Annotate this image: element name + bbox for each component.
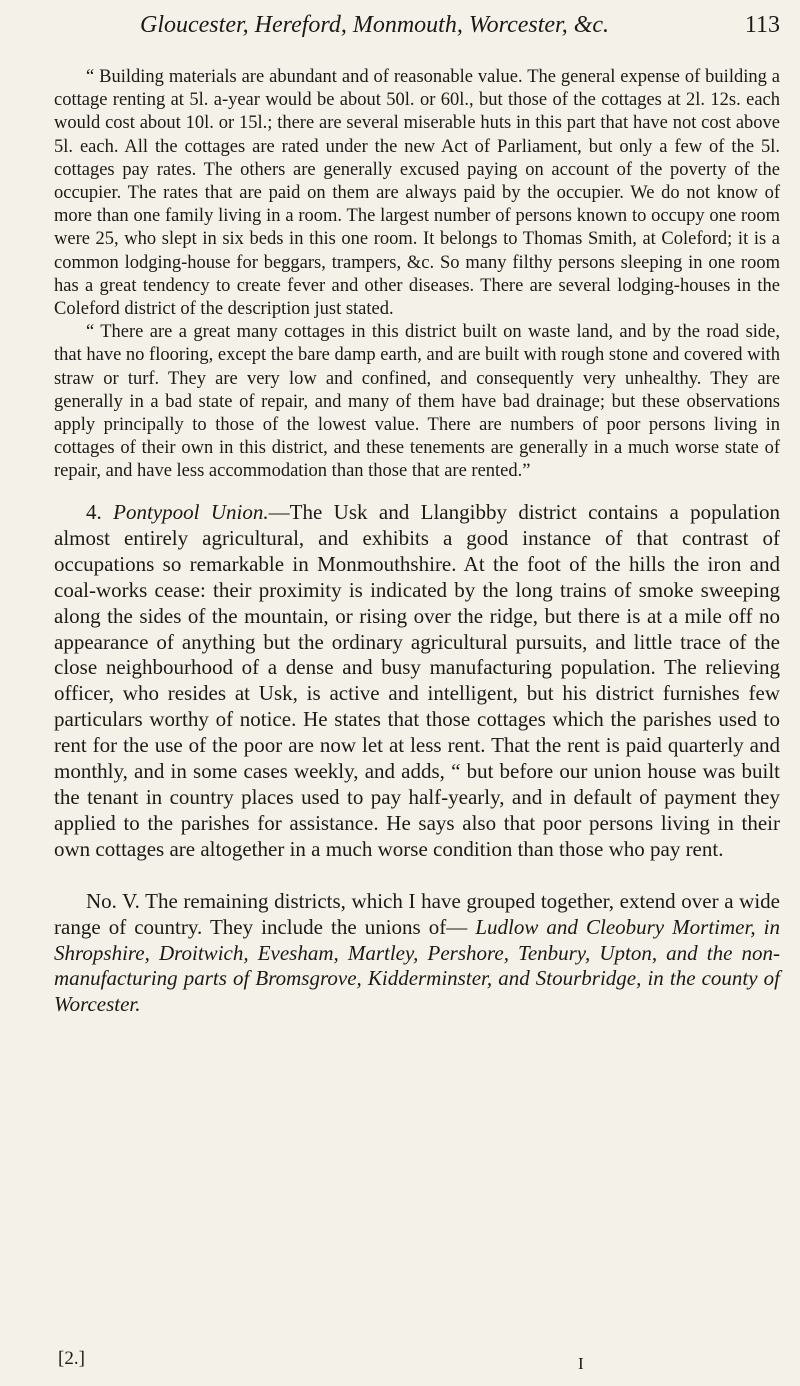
- paragraph-no-v: [54, 889, 780, 1019]
- report-body: [54, 500, 780, 1018]
- union-list: Ludlow and Cleobury Mortimer, in Shropshire, Droitwich, Evesham, Martley, Pershore, Tenbury, Upton, and the non-manufacturing parts of Bromsgrove, Kidderminster, and Stourbridge, in the county of Worcester.: [54, 914, 780, 1017]
- page-number: 113: [744, 12, 780, 38]
- running-header: [140, 8, 780, 42]
- section-heading: Pontypool Union.: [113, 500, 269, 524]
- signature-mark: [2.]: [58, 1348, 85, 1369]
- section-number: 4.: [86, 500, 114, 524]
- sheet-number: I: [578, 1354, 584, 1373]
- paragraph-body: —The Usk and Llangibby district contains a population almost entirely agricultural, and exhibits a good instance of that contrast of occupations so remarkable in Monmouthshire. At the foot of the hills the iron and coal-works cease: their proximity is indicated by the long trains of smoke sweeping along the sides of the mountain, or rising over the ridge, but there is at a mile off no appearance of anything but the ordinary agricultural pursuits, and little trace of the close neighbourhood of a dense and busy manufacturing population. The relieving officer, who resides at Usk, is active and intelligent, but his district furnishes few particulars worthy of notice. He states that those cottages which the parishes used to rent for the use of the poor are now let at less rent. That the rent is paid quarterly and monthly, and in some cases weekly, and adds, “ but before our union house was built the tenant in country places used to pay half-yearly, and in default of payment they applied to the parishes for assistance. He says also that poor persons living in their own cottages are altogether in a much worse condition than those who pay rent.: [54, 500, 780, 861]
- paragraph: “ Building materials are abundant and of reasonable value. The general expense of building a cottage renting at 5l. a-year would be about 50l. or 60l., but those of the cottages at 2l. 12s. each would cost about 10l. or 15l.; there are several miserable huts in this part that have not cost above 5l. each. All the cottages are rated under the new Act of Parliament, but only a few of the 5l. cottages pay rates. The others are generally excused paying on account of the poverty of the occupier. The rates that are paid on them are always paid by the occupier. We do not know of more than one family living in a room. The largest number of persons known to occupy one room were 25, who slept in six beds in this one room. It belongs to Thomas Smith, at Coleford; it is a common lodging-house for beggars, trampers, &c. So many filthy persons sleeping in one room has a great tendency to create fever and other diseases. There are several lodging-houses in the Coleford district of the description just stated.: [54, 67, 780, 320]
- paragraph: “ There are a great many cottages in this district built on waste land, and by the road side, that have no flooring, except the bare damp earth, and are built with rough stone and covered with straw or turf. They are very low and confined, and consequently very unhealthy. They are generally in a bad state of repair, and many of them have bad drainage; but these observations apply principally to those of the lowest value. There are numbers of poor persons living in cottages of their own in this district, and these tenements are generally in a much worse state of repair, and have less accommodation than those that are rented.”: [54, 322, 780, 482]
- header-title: Gloucester, Hereford, Monmouth, Worcester, &c.: [140, 12, 610, 38]
- paragraph-body: No. V. The remaining districts, which I have grouped together, extend over a wide range of country. They include the unions of—: [54, 888, 780, 939]
- quoted-testimony: [54, 66, 780, 484]
- paragraph-pontypool: [54, 500, 780, 863]
